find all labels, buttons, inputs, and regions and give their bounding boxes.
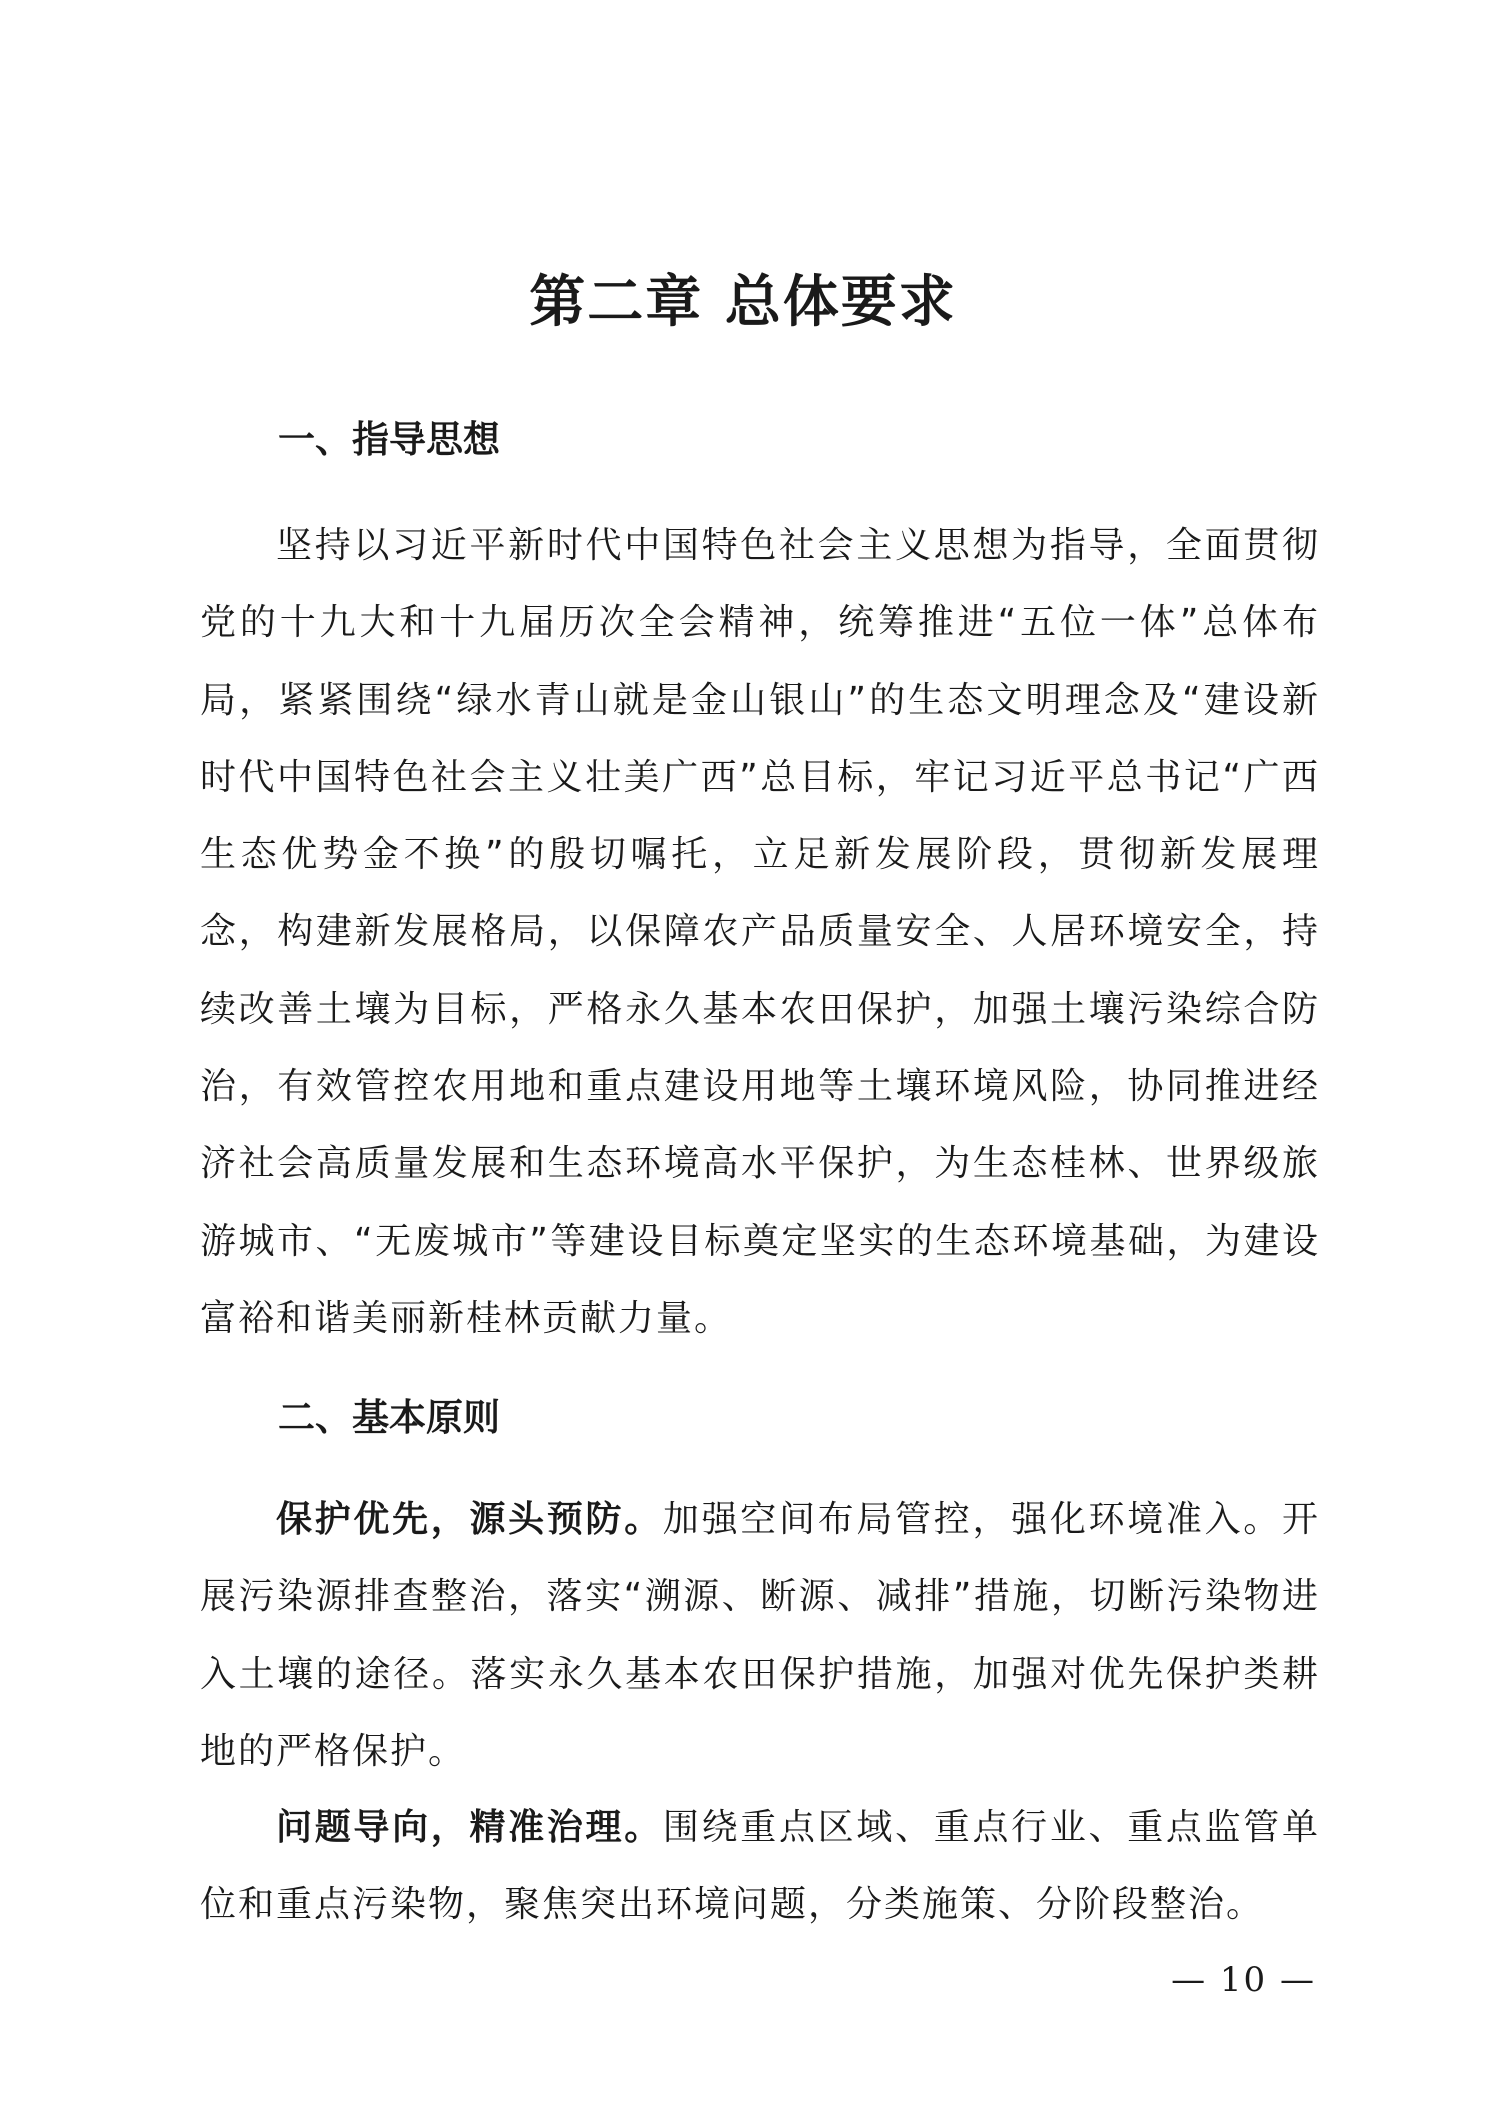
page-number: — 10 — (1171, 1960, 1316, 2000)
paragraph-text: 坚持以习近平新时代中国特色社会主义思想为指导，全面贯彻党的十九大和十九届历次全会精神，统筹推进“五位一体”总体布局，紧紧围绕“绿水青山就是金山银山”的生态文明理念及“建设新时代中国特色社会主义壮美广西”总目标，牢记习近平总书记“广西生态优势金不换”的殷切嘱托，立足新发展阶段，贯彻新发展理念，构建新发展格局，以保障农产品质量安全、人居环境安全，持续改善土壤为目标，严格永久基本农田保护，加强土壤污染综合防治，有效管控农用地和重点建设用地等土壤环境风险，协同推进经济社会高质量发展和生态环境高水平保护，为生态桂林、世界级旅游城市、“无废城市”等建设目标奠定坚实的生态环境基础，为建设富裕和谐美丽新桂林贡献力量。 (200, 525, 1320, 1339)
paragraph-text: 加强空间布局管控，强化环境准入。开展污染源排查整治，落实“溯源、断源、减排”措施，切断污染物进入土壤的途径。落实永久基本农田保护措施，加强对优先保护类耕地的严格保护。 (200, 1499, 1320, 1772)
section-heading-basic-principles: 二、基本原则 (278, 1396, 500, 1439)
paragraph-lead: 问题导向，精准治理。 (276, 1806, 663, 1848)
paragraph-lead: 保护优先，源头预防。 (276, 1498, 663, 1540)
paragraph-guiding-ideology (200, 507, 1320, 1357)
paragraph-principle-problem-oriented (200, 1789, 1320, 1944)
paragraph-principle-protection (200, 1481, 1320, 1790)
chapter-title: 第二章 总体要求 (529, 269, 957, 335)
paragraph-text: 围绕重点区域、重点行业、重点监管单位和重点污染物，聚焦突出环境问题，分类施策、分阶段整治。 (200, 1807, 1320, 1926)
section-heading-guiding-ideology: 一、指导思想 (278, 418, 500, 461)
